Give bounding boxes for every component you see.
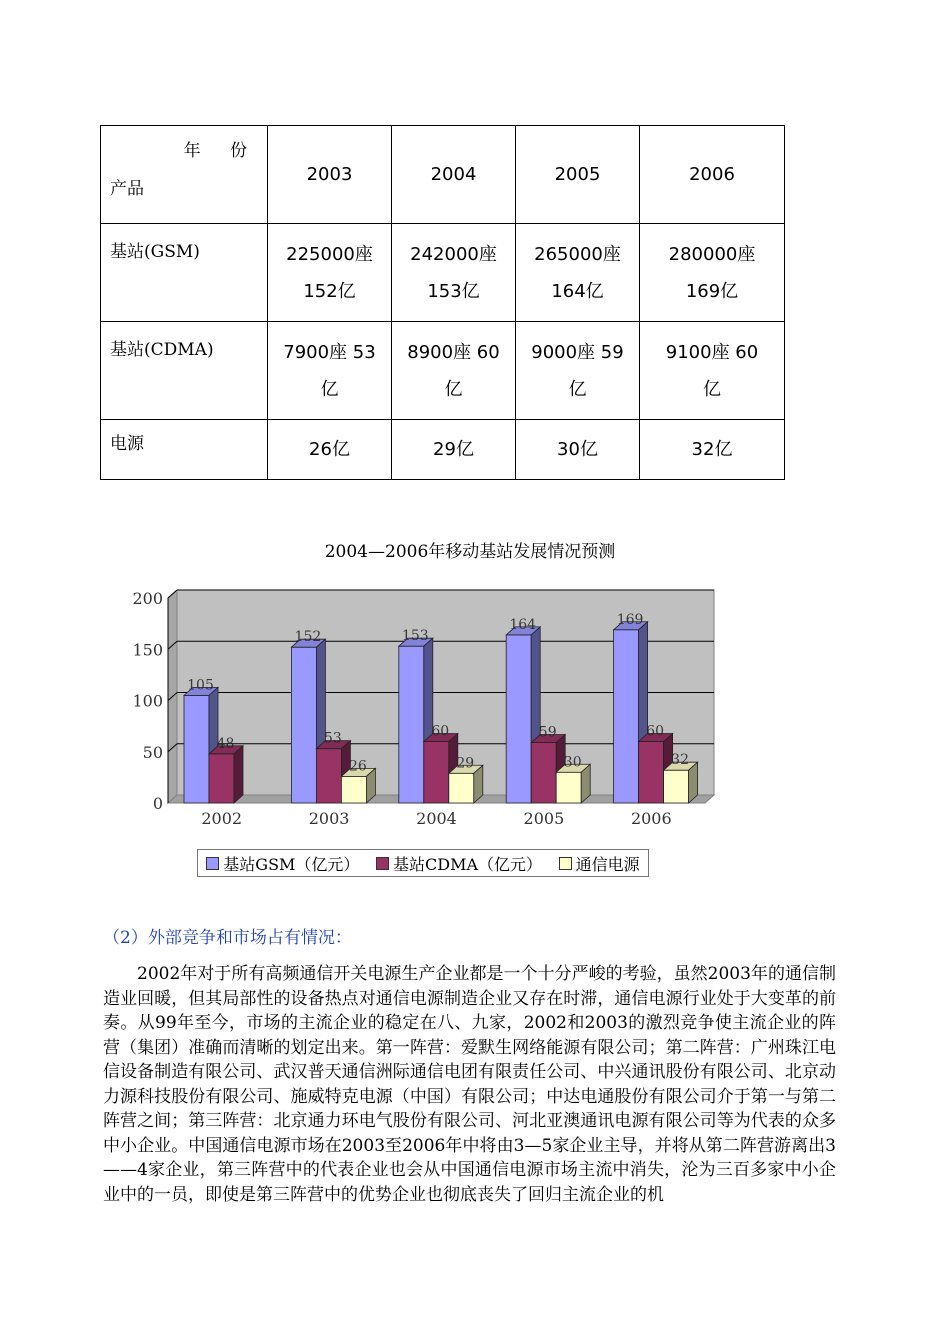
bar [556, 772, 581, 803]
header-year-label: 年 份 [183, 141, 259, 161]
legend-swatch [206, 857, 219, 870]
bar [506, 635, 531, 803]
x-tick-label: 2005 [523, 809, 565, 828]
data-label: 32 [671, 752, 690, 769]
bar-side [234, 746, 243, 803]
header-year: 2003 [268, 126, 392, 224]
header-year: 2006 [640, 126, 785, 224]
x-tick-label: 2002 [201, 809, 243, 828]
legend-item [206, 852, 359, 875]
bar [399, 646, 424, 803]
row-label: 电源 [101, 420, 268, 480]
data-label: 53 [323, 730, 342, 747]
chart-legend [197, 849, 649, 877]
legend-label: 通信电源 [575, 854, 640, 874]
table-cell: 7900座 53 亿 [268, 322, 392, 420]
data-label: 26 [348, 758, 367, 775]
table-cell: 30亿 [516, 420, 640, 480]
table-cell: 280000座 169亿 [640, 224, 785, 322]
x-tick-label: 2003 [308, 809, 350, 828]
data-label: 29 [456, 755, 475, 772]
data-label: 48 [216, 735, 235, 752]
row-label: 基站(GSM) [101, 224, 268, 322]
chart-title: 2004—2006年移动基站发展情况预测 [324, 542, 616, 562]
table-cell: 8900座 60 亿 [392, 322, 516, 420]
table-cell: 26亿 [268, 420, 392, 480]
bar [449, 773, 474, 803]
data-label: 153 [401, 628, 429, 645]
table-cell: 9000座 59 亿 [516, 322, 640, 420]
data-label: 169 [616, 611, 644, 628]
bar [614, 630, 639, 803]
bar [184, 695, 209, 803]
header-product-label: 产品 [110, 179, 144, 199]
data-label: 152 [294, 629, 322, 646]
legend-label: 基站CDMA（亿元） [393, 854, 543, 874]
x-tick-label: 2006 [630, 809, 672, 828]
bar [424, 742, 449, 804]
row-label: 基站(CDMA) [101, 322, 268, 420]
bar [316, 749, 341, 803]
y-tick-label: 0 [152, 794, 163, 813]
data-label: 105 [187, 677, 214, 694]
legend-item [559, 852, 640, 875]
table-cell: 29亿 [392, 420, 516, 480]
bar [209, 754, 234, 803]
y-tick-label: 150 [132, 640, 163, 660]
table-cell: 32亿 [640, 420, 785, 480]
section-heading: （2）外部竞争和市场占有情况： [103, 928, 352, 948]
table-cell: 242000座 153亿 [392, 224, 516, 322]
data-label: 164 [509, 616, 537, 633]
body-paragraph: 2002年对于所有高频通信开关电源生产企业都是一个十分严峻的考验，虽然2003年的通信制造业回暖，但其局部性的设备热点对通信电源制造企业又存在时滞，通信电源行业处于大变革的前奏。从99年至今，市场的主流企业的稳定在八、九家，2002和2003的激烈竞争使主流企业的阵营（集团）准确而清晰的划定出来。第一阵营：爱默生网络能源有限公司；第二阵营：广州珠江电信设备制造有限公司、武汉普天通信洲际通信电团有限责任公司、中兴通讯股份有限公司、北京动力源科技股份有限公司、施威特克电源（中国）有限公司；中达电通股份有限公司介于第一与第二阵营之间；第三阵营：北京通力环电气股份有限公司、河北亚澳通讯电源有限公司等为代表的众多中小企业。中国通信电源市场在2003至2006年中将由3—5家企业主导，并将从第二阵营游离出3——4家企业，第三阵营中的代表企业也会从中国通信电源市场主流中消失，沦为三百多家中小企业中的一员，即使是第三阵营中的优势企业也彻底丧失了回归主流企业的机 [103, 964, 836, 1205]
x-tick-label: 2004 [416, 809, 457, 828]
data-label: 59 [538, 724, 557, 741]
bar [531, 743, 556, 803]
data-label: 60 [646, 723, 665, 740]
legend-swatch [559, 857, 572, 870]
header-year: 2004 [392, 126, 516, 224]
header-year: 2005 [516, 126, 640, 224]
legend-item [376, 852, 542, 875]
y-tick-label: 50 [142, 742, 163, 762]
table-cell: 9100座 60 亿 [640, 322, 785, 420]
legend-label: 基站GSM（亿元） [223, 854, 360, 874]
legend-swatch [376, 857, 389, 870]
bar [639, 742, 664, 804]
y-tick-label: 200 [132, 589, 163, 608]
table-cell: 225000座 152亿 [268, 224, 392, 322]
table-cell: 265000座 164亿 [516, 224, 640, 322]
bar [664, 770, 689, 803]
data-label: 60 [431, 723, 450, 740]
bar [291, 647, 316, 803]
bar [341, 776, 366, 803]
y-tick-label: 100 [132, 691, 163, 711]
data-label: 30 [563, 754, 582, 771]
